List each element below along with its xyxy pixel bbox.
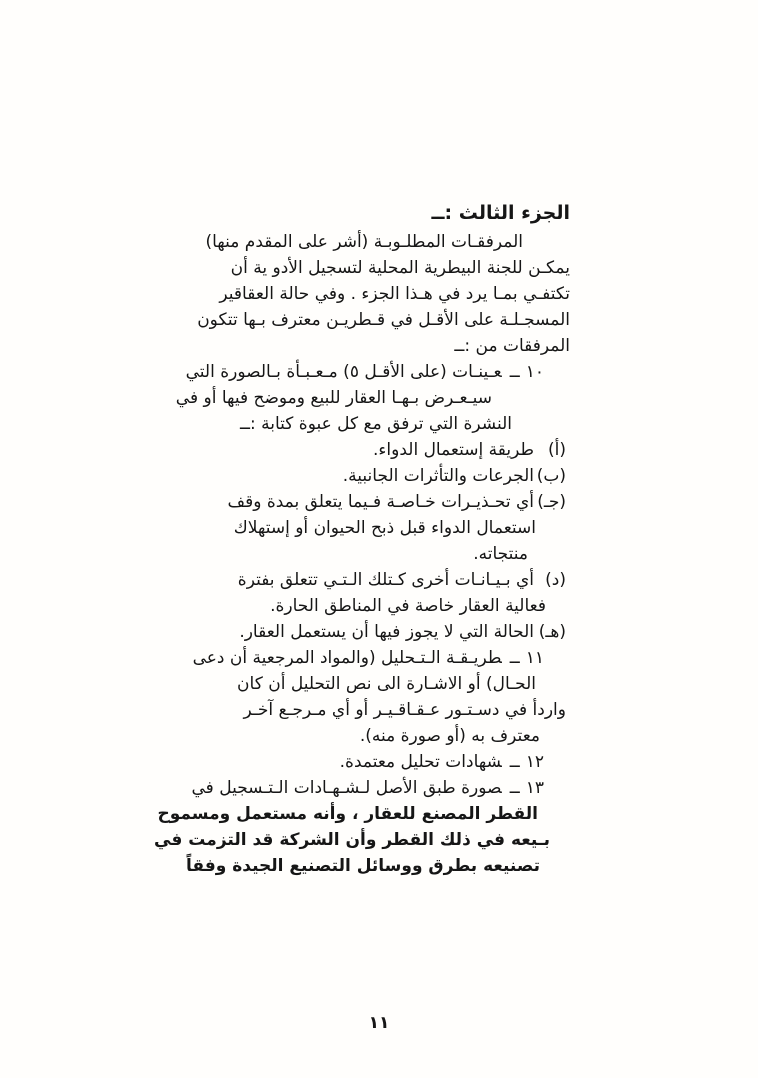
sub-item-j-line: استعمال الدواء قبل ذبح الحيوان أو إستهلاك [233,518,536,538]
item-dash: ــ [509,362,520,382]
intro-line: يمكـن للجنة البيطرية المحلية لتسجيل الأدو ية أن [230,258,570,278]
sub-item-text: الجرعات والتأثرات الجانبية. [342,466,534,486]
item-number: ١٠ [525,362,544,382]
sub-item-marker: (أ) [548,440,566,460]
sub-item-marker: (هـ) [538,622,566,642]
item-13-line: القطر المصنع للعقار ، وأنه مستعمل ومسموح [157,804,538,824]
sub-item-j [186,489,570,515]
sub-item-marker: (ب) [536,466,566,486]
item-13-line: تصنيعه بطرق ووسائل التصنيع الجيدة وفقاً [186,856,540,876]
item-dash: ــ [509,778,520,798]
sub-item-text: طريقة إستعمال الدواء. [373,440,534,460]
item-13-line: بـيعه في ذلك القطر وأن الشركة قد التزمت في [154,830,550,850]
item-number: ١٣ [525,778,544,798]
sub-item-marker: (د) [545,570,566,590]
item-text: عـينـات (على الأقـل ٥) مـعـبـأة بـالصورة التي [185,362,502,382]
section-title: الجزء الثالث :ــ [431,202,570,224]
intro-line: المسجـلـة على الأقـل في قـطريـن معترف بـها تتكون [197,310,570,330]
sub-item-text: أي بـيـانـات أخرى كـتلك الـتـي تتعلق بفترة [237,570,534,590]
item-text: صورة طبق الأصل لـشـهـادات الـتـسجيل في [191,778,502,798]
text-block [154,197,570,879]
item-number: ١٢ [525,752,544,772]
item-dash: ــ [509,752,520,772]
sub-item-b [186,463,570,489]
intro-line: تكتفـي بمـا يرد في هـذا الجزء . وفي حالة العقاقير [219,284,570,304]
item-text: طريـقـة الـتـحليل (والمواد المرجعية أن دعى [192,648,502,668]
item-11-line: الحـال) أو الاشـارة الى نص التحليل أن كان [237,674,536,694]
sub-item-h [186,619,570,645]
sub-item-marker: (جـ) [537,492,566,512]
intro-line: المرفقـات المطلـوبـة (أشر على المقدم منها) [205,232,523,252]
sub-item-d [186,567,570,593]
item-text: شهادات تحليل معتمدة. [339,752,502,772]
item-10-line: سيـعـرض بـهـا العقار للبيع وموضح فيها أو في [175,388,492,408]
intro-line: المرفقات من :ــ [454,336,570,356]
item-dash: ــ [509,648,520,668]
sub-item-j-line: منتجاته. [473,544,528,564]
item-number: ١١ [525,648,544,668]
sub-item-text: أي تحـذيـرات خـاصـة فـيما يتعلق بمدة وقف [227,492,534,512]
item-11-line [186,645,570,671]
item-12-line [186,749,570,775]
sub-item-text: الحالة التي لا يجوز فيها أن يستعمل العقار. [239,622,534,642]
sub-item-a [186,437,570,463]
item-13-line [186,775,570,801]
item-10-line [186,359,570,385]
item-11-line: معترف به (أو صورة منه). [359,726,540,746]
page-number: ١١ [368,1013,390,1033]
item-11-line: واردأ في دسـتـور عـقـاقـيـر أو أي مـرجـع آخـر [243,700,566,720]
sub-item-d-line: فعالية العقار خاصة في المناطق الحارة. [270,596,546,616]
item-10-line: النشرة التي ترفق مع كل عبوة كتابة :ــ [240,414,512,434]
